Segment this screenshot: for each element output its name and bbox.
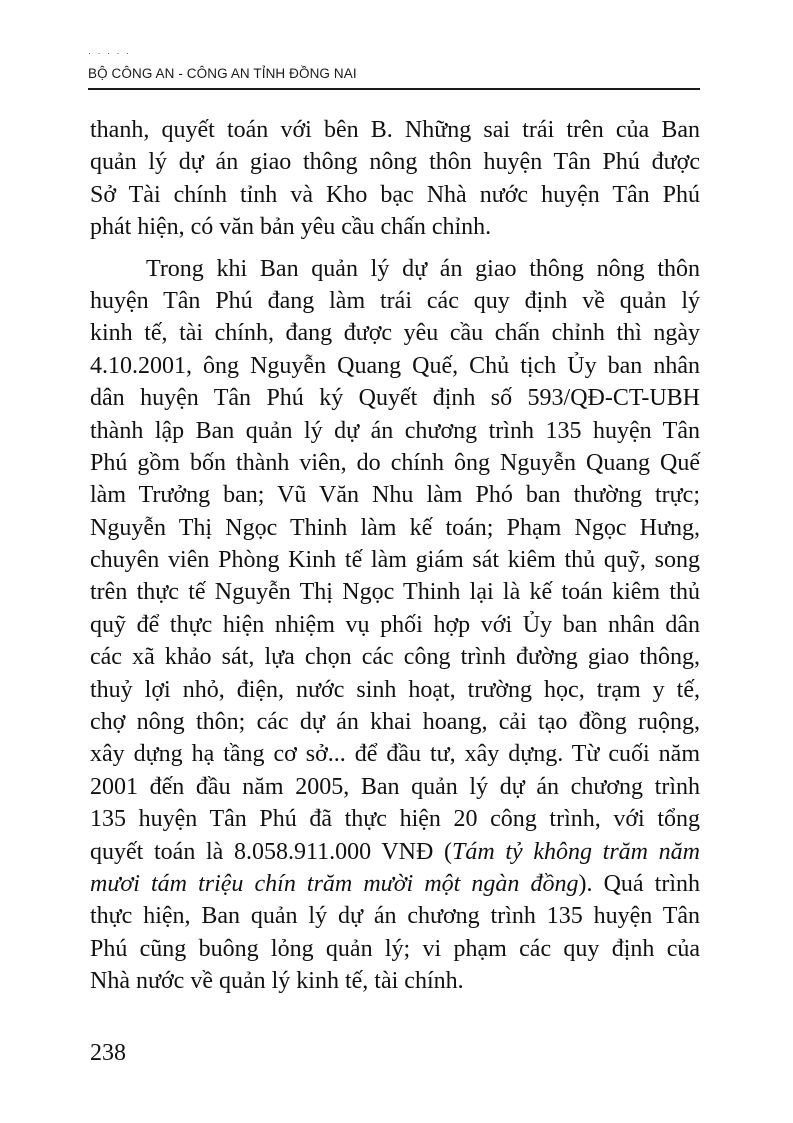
total-amount-words-italic: Tám tỷ không trăm năm (451, 838, 700, 865)
text-line: Nhà nước về quản lý kinh tế, tài chính. (90, 968, 464, 995)
total-amount-text: quyết toán là 8.058.911.000 VNĐ ( (90, 838, 452, 865)
header-title: BỘ CÔNG AN - CÔNG AN TỈNH ĐỒNG NAI (88, 66, 357, 81)
text-line: xây dựng hạ tầng cơ sở... để đầu tư, xây dựng. Từ cuối năm (90, 741, 700, 768)
header-decoration: · · · · · (88, 48, 131, 58)
text-line: chuyên viên Phòng Kinh tế làm giám sát kiêm thủ quỹ, song (90, 547, 700, 574)
page-number: 238 (90, 1040, 126, 1066)
text-line: 4.10.2001, ông Nguyễn Quang Quế, Chủ tịch Ủy ban nhân (90, 352, 700, 379)
text-continuation: ). Quá trình (578, 870, 700, 897)
running-header (88, 48, 700, 90)
text-line: các xã khảo sát, lựa chọn các công trình đường giao thông, (90, 644, 700, 671)
text-line: huyện Tân Phú đang làm trái các quy định về quản lý (90, 287, 700, 314)
paragraph-1 (90, 114, 700, 244)
text-line: làm Trưởng ban; Vũ Văn Nhu làm Phó ban thường trực; (90, 482, 700, 509)
text-line: 135 huyện Tân Phú đã thực hiện 20 công trình, với tổng (90, 806, 700, 833)
text-line: quản lý dự án giao thông nông thôn huyện Tân Phú được (90, 149, 700, 176)
paragraph-spacer (90, 244, 700, 253)
text-line-total (90, 836, 700, 868)
text-line: thực hiện, Ban quản lý dự án chương trình 135 huyện Tân (90, 903, 700, 930)
text-line: thanh, quyết toán với bên B. Những sai trái trên của Ban (90, 117, 700, 143)
text-line: phát hiện, có văn bản yêu cầu chấn chỉnh. (90, 214, 492, 241)
text-line: dân huyện Tân Phú ký Quyết định số 593/QĐ-CT-UBH (90, 385, 700, 412)
text-line: thuỷ lợi nhỏ, điện, nước sinh hoạt, trường học, trạm y tế, (90, 676, 700, 703)
text-line: Phú cũng buông lỏng quản lý; vi phạm các quy định của (90, 935, 700, 962)
text-line: quỹ để thực hiện nhiệm vụ phối hợp với Ủy ban nhân dân (90, 611, 700, 638)
text-line: Phú gồm bốn thành viên, do chính ông Nguyễn Quang Quế (90, 449, 700, 476)
text-line: chợ nông thôn; các dự án khai hoang, cải tạo đồng ruộng, (90, 709, 700, 736)
total-amount-words-italic: mươi tám triệu chín trăm mười một ngàn đồng (90, 870, 579, 897)
text-line: Nguyễn Thị Ngọc Thinh làm kế toán; Phạm Ngọc Hưng, (90, 514, 700, 541)
text-line-words (90, 868, 700, 900)
text-line: trên thực tế Nguyễn Thị Ngọc Thinh lại là kế toán kiêm thủ (90, 579, 700, 606)
text-line: Sở Tài chính tỉnh và Kho bạc Nhà nước huyện Tân Phú (90, 181, 700, 208)
body-text (90, 114, 700, 998)
paragraph-2 (90, 253, 700, 998)
text-line: 2001 đến đầu năm 2005, Ban quản lý dự án chương trình (90, 773, 700, 800)
text-line: Trong khi Ban quản lý dự án giao thông nông thôn (146, 255, 700, 282)
text-line: thành lập Ban quản lý dự án chương trình 135 huyện Tân (90, 417, 700, 444)
text-line: kinh tế, tài chính, đang được yêu cầu chấn chỉnh thì ngày (90, 320, 700, 347)
